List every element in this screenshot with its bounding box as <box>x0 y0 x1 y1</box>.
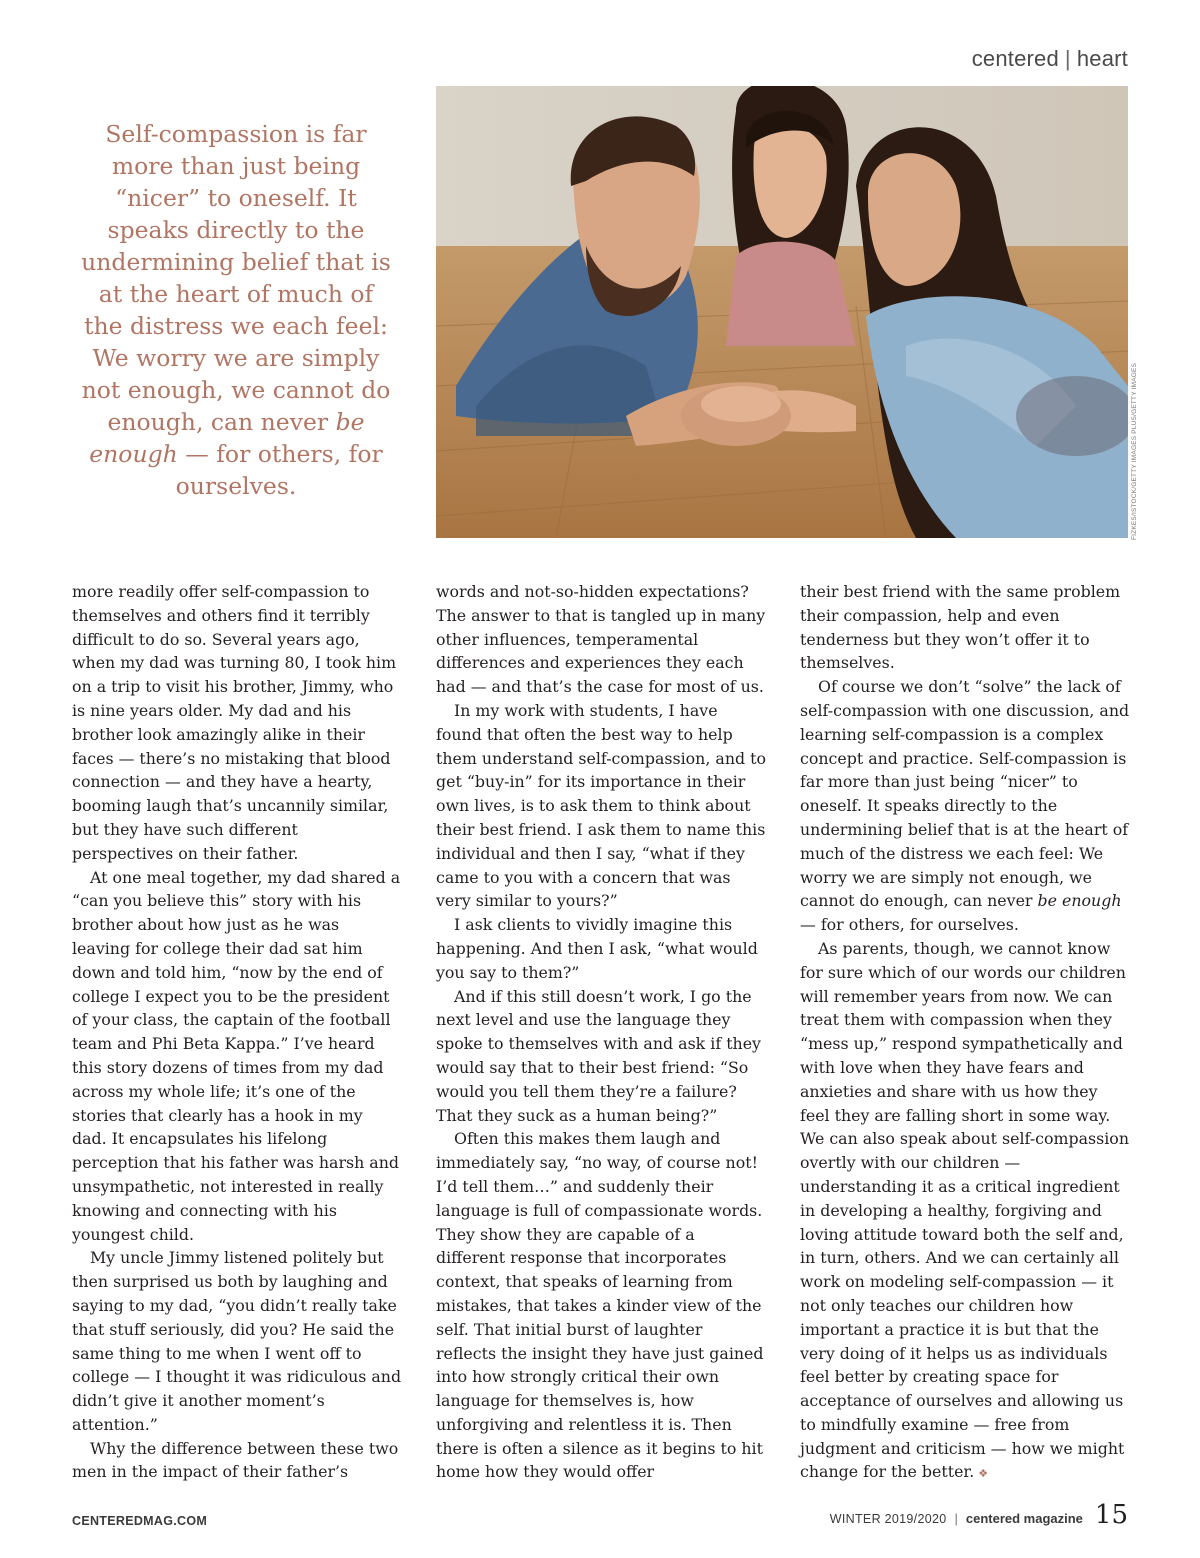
paragraph-emphasis: be enough <box>1037 891 1122 911</box>
paragraph: In my work with students, I have found that often the best way to help them understand self-compassion, and to get “buy-in” for its importance in their own lives, is to ask them to think about their best friend. I ask them to name this individual and then I say, “what if they came to you with a concern that was very similar to yours?” <box>436 700 766 911</box>
page-number: 15 <box>1094 1500 1128 1530</box>
paragraph: And if this still doesn’t work, I go the next level and use the language they spoke to themselves with and ask if they would say that to their best friend: “So would you tell them they’re a failure? That they suck as a human being?” <box>436 986 761 1125</box>
paragraph <box>800 937 1130 1486</box>
article-column-3 <box>800 580 1130 1486</box>
photo-credit: FIZKES/ISTOCK/GETTY IMAGES PLUS/GETTY IMAGES <box>1131 362 1138 540</box>
section-header <box>972 46 1128 72</box>
paragraph: My uncle Jimmy listened politely but then surprised us both by laughing and saying to my dad, “you didn’t really take that stuff seriously, did you? He said the same thing to me when I went off to college — I thought it was ridiculous and didn’t give it another moment’s attention.” <box>72 1248 402 1434</box>
paragraph: I ask clients to vividly imagine this happening. And then I ask, “what would you say to them?” <box>436 915 758 982</box>
paragraph: their best friend with the same problem their compassion, help and even tenderness but they won’t offer it to themselves. <box>800 582 1121 673</box>
paragraph-text: As parents, though, we cannot know for sure which of our words our children will remember years from now. We can treat them with compassion when they “mess up,” respond sympathetically and with love when they have fears and anxieties and share with us how they feel they are falling short in some way. We can also speak about self-compassion overtly with our children — understanding it as a critical ingredient in developing a healthy, forgiving and loving attitude toward both the self and, in turn, others. And we can certainly all work on modeling self-compassion — it not only teaches our children how important a practice it is but that the very doing of it helps us as individuals feel better by creating space for acceptance of ourselves and allowing us to mindfully examine — free from judgment and criticism — how we might change for the better. <box>800 938 1129 1482</box>
issue-date: WINTER 2019/2020 <box>829 1512 947 1526</box>
pull-quote-tail: — for others, for ourselves. <box>175 440 383 500</box>
magazine-name: centered magazine <box>965 1511 1083 1526</box>
page-footer <box>830 1500 1128 1530</box>
article-column-2 <box>436 580 766 1484</box>
paragraph-text: Of course we don’t “solve” the lack of self-compassion with one discussion, and learning self-compassion is a complex concept and practice. Self-compassion is far more than just being “nicer” to oneself. It speaks directly to the undermining belief that is at the heart of much of the distress we each feel: We worry we are simply not enough, we cannot do enough, can never <box>800 677 1130 911</box>
article-column-1 <box>72 580 402 1484</box>
paragraph: Often this makes them laugh and immediately say, “no way, of course not! I’d tell them…” and suddenly their language is full of compassionate words. They show they are capable of a different response that incorporates context, that speaks of learning from mistakes, that takes a kinder view of the self. That initial burst of laughter reflects the insight they have just gained into how strongly critical their own language for themselves is, how unforgiving and relentless it is. Then there is often a silence as it begins to hit home how they would offer <box>436 1129 764 1482</box>
subsection-label: heart <box>1076 46 1128 71</box>
header-separator: | <box>1064 46 1071 71</box>
pull-quote-text: Self-compassion is far more than just being “nicer” to oneself. It speaks directly to the undermining belief that is at the heart of much of the distress we each feel: We worry we are simply not enough, we cannot do enough, can never <box>81 120 391 436</box>
paragraph: more readily offer self-compassion to themselves and others find it terribly difficult to do so. Several years ago, when my dad was turning 80, I took him on a trip to visit his brother, Jimmy, who is nine years older. My dad and his brother look amazingly alike in their faces — there’s no mistaking that blood connection — and they have a hearty, booming laugh that’s uncannily similar, but they have such different perspectives on their father. <box>72 582 397 863</box>
end-of-article-icon: ❖ <box>978 1467 989 1481</box>
paragraph-tail: — for others, for ourselves. <box>800 915 1019 935</box>
footer-separator: | <box>954 1511 958 1526</box>
family-photo <box>436 86 1128 538</box>
paragraph: At one meal together, my dad shared a “can you believe this” story with his brother about how just as he was leaving for college their dad sat him down and told him, “now by the end of college I expect you to be the president of your class, the captain of the football team and Phi Beta Kappa.” I’ve heard this story dozens of times from my dad across my whole life; it’s one of the stories that clearly has a hook in my dad. It encapsulates his lifelong perception that his father was harsh and unsympathetic, not interested in really knowing and connecting with his youngest child. <box>72 867 401 1244</box>
pull-quote <box>76 118 396 502</box>
paragraph: Why the difference between these two men in the impact of their father’s <box>72 1438 399 1482</box>
pull-quote-emphasis: be enough <box>89 408 365 468</box>
footer-website: CENTEREDMAG.COM <box>72 1514 208 1528</box>
section-label: centered <box>971 46 1059 71</box>
paragraph <box>800 675 1130 937</box>
paragraph: words and not-so-hidden expectations? The answer to that is tangled up in many other influences, temperamental differences and experiences they each had — and that’s the case for most of us. <box>436 582 766 697</box>
